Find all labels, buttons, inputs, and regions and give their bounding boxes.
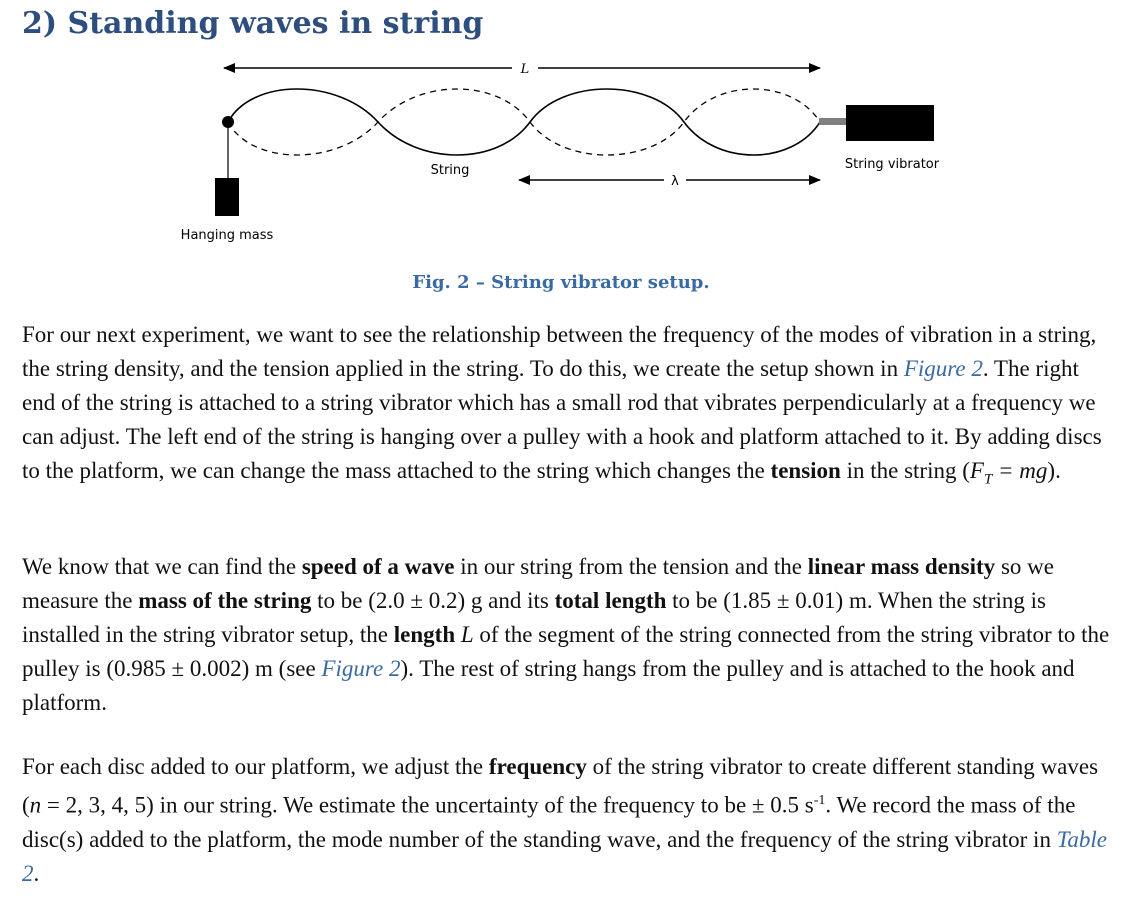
hanging-mass-label: Hanging mass — [180, 228, 274, 243]
wavelength-label: λ — [671, 174, 679, 189]
paragraph-2 — [22, 550, 1112, 720]
p2-text-3: so we measure the — [22, 554, 1054, 613]
vibrator-rod — [819, 118, 847, 125]
p3-math-values: = 2, 3, 4, 5 — [41, 792, 147, 818]
string-wave-dashed — [228, 89, 820, 155]
p2-text-1: We know that we can find the — [22, 554, 302, 579]
table-2-link[interactable]: Table 2 — [22, 826, 1107, 886]
p2-bold-total-length: total length — [554, 588, 667, 613]
p1-eq-F: F — [969, 458, 984, 483]
p1-text-2: . The right end of the string is attached to a string vibrator which has a small rod that vibrates perpendicularly at a frequency we can adjust. The left end of the string is hanging over a pulley with a hook and platform attached to it. By adding discs to the platform, we can change the mass attached to the string which changes the — [22, 356, 1102, 483]
string-wave-solid — [228, 89, 820, 155]
figure-diagram — [0, 50, 1130, 260]
p1-text-1: For our next experiment, we want to see the relationship between the frequency of the modes of vibration in a string, the string density, and the tension applied in the string. To do this, we create the setup shown in — [22, 322, 1097, 381]
string-vibrator-figure — [0, 50, 1130, 260]
p1-eq-mg: = mg — [992, 458, 1048, 483]
string-label: String — [430, 163, 470, 178]
p3-text-3: ) in our string. We estimate the uncertainty of the frequency to be ± 0.5 s — [146, 792, 814, 818]
p2-text-2: in our string from the tension and the — [454, 554, 808, 579]
string-vibrator-box — [846, 105, 934, 141]
p2-bold-mass: mass of the string — [138, 588, 312, 613]
section-heading: 2) Standing waves in string — [22, 6, 484, 41]
length-L-label: L — [520, 62, 530, 77]
p1-bold-tension: tension — [770, 458, 841, 483]
paragraph-3 — [22, 750, 1112, 891]
p2-math-L: L — [460, 622, 474, 647]
p2-bold-length: length — [393, 622, 456, 647]
figure-2-link-2[interactable]: Figure 2 — [321, 656, 401, 681]
p2-text-5: to be (1.85 ± 0.01) m. When the string is installed in the string vibrator setup, the — [22, 588, 1046, 647]
p3-text-5: . — [33, 860, 40, 886]
paragraph-1 — [22, 318, 1112, 497]
p3-sup: -1 — [813, 793, 826, 808]
p1-eq-sub-T: T — [983, 471, 993, 488]
p2-bold-speed: speed of a wave — [301, 554, 455, 579]
figure-caption: Fig. 2 – String vibrator setup. — [412, 272, 710, 293]
p3-text-4: . We record the mass of the disc(s) added to the platform, the mode number of the standing wave, and the frequency of the string vibrator in — [22, 792, 1076, 852]
p2-text-8: ). The rest of string hangs from the pulley and is attached to the hook and platform. — [22, 656, 1075, 715]
p2-text-4: to be (2.0 ± 0.2) g and its — [311, 588, 555, 613]
figure-2-link-1[interactable]: Figure 2 — [903, 356, 983, 381]
p3-text-1: For each disc added to our platform, we adjust the — [22, 754, 489, 779]
p2-text-7: of the segment of the string connected from the string vibrator to the pulley is (0.985 ± 0.002) m (see — [22, 622, 1110, 681]
string-vibrator-label: String vibrator — [844, 157, 940, 172]
p1-text-3: in the string ( — [840, 458, 970, 483]
p2-bold-density: linear mass density — [807, 554, 996, 579]
hanging-mass-block — [215, 178, 239, 216]
p3-text-2: of the string vibrator to create different standing waves ( — [22, 754, 1099, 818]
p3-bold-frequency: frequency — [488, 754, 587, 779]
p1-text-4: ). — [1047, 458, 1061, 483]
p3-math-n: n — [29, 792, 42, 818]
